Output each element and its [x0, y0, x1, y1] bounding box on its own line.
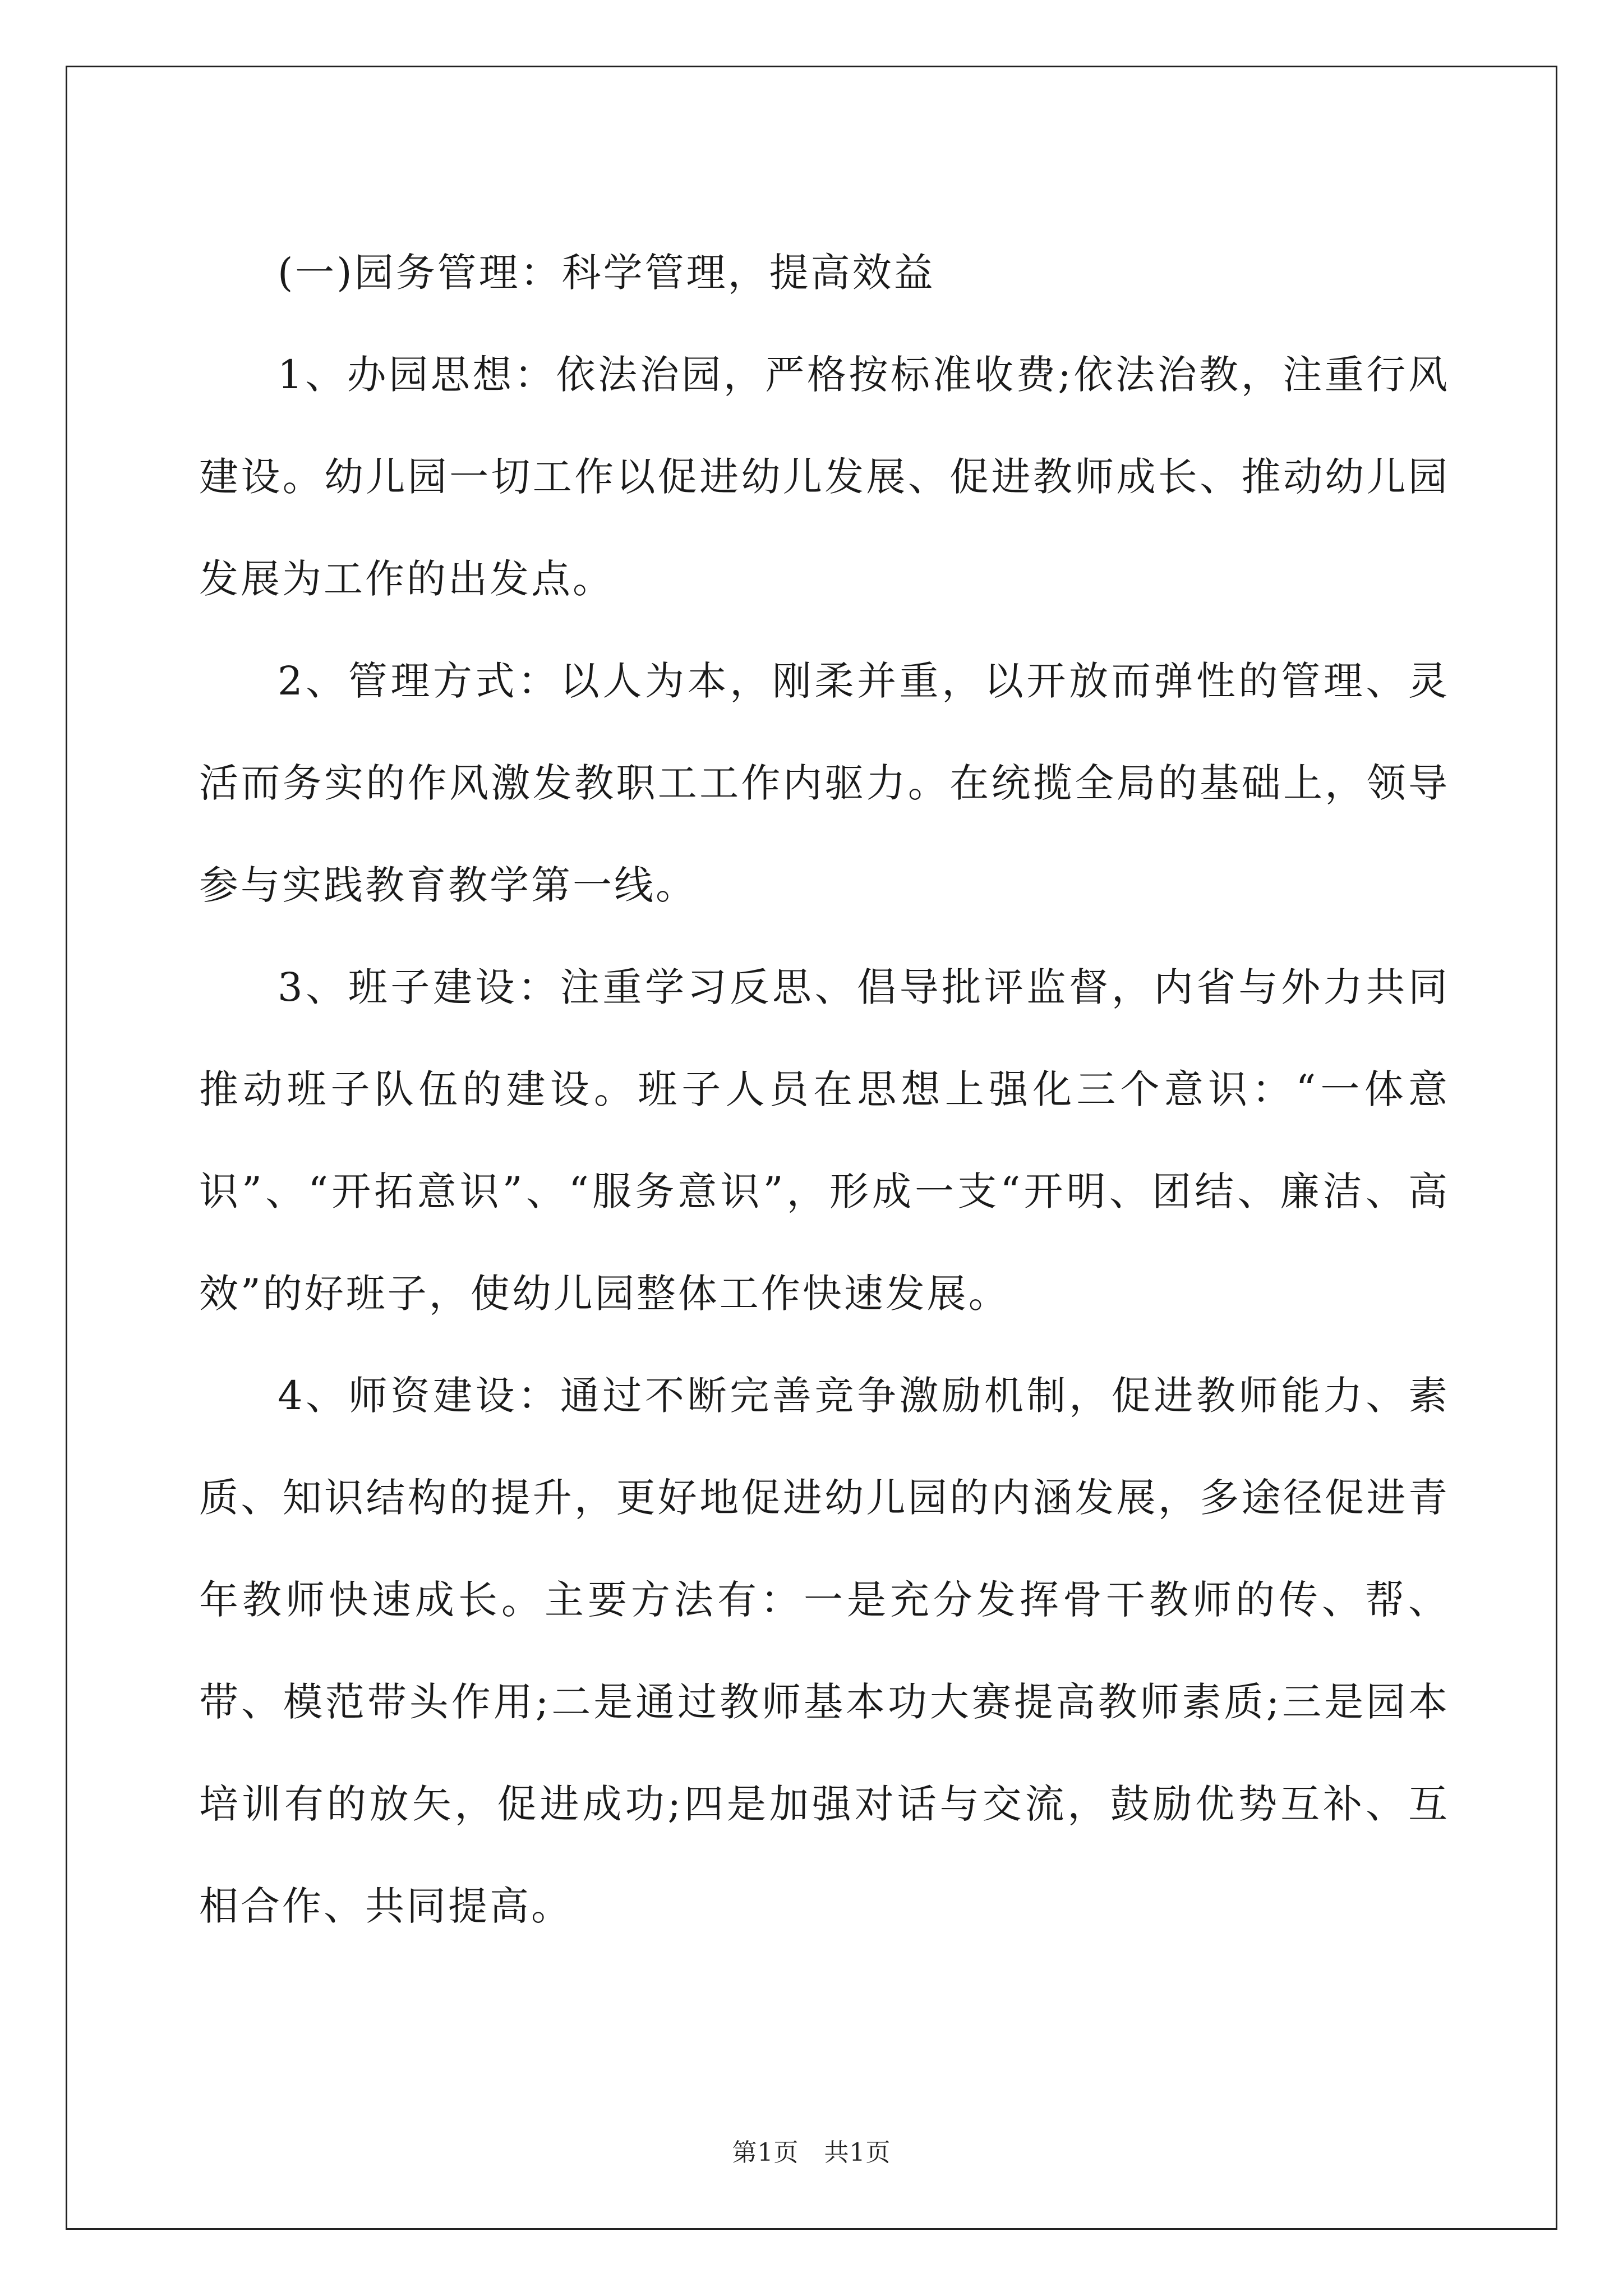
document-body	[199, 222, 1450, 1957]
page-number-footer: 第1页 共1页	[732, 2138, 891, 2167]
paragraph-4: 4、师资建设：通过不断完善竞争激励机制，促进教师能力、素质、知识结构的提升，更好地促进幼儿园的内涵发展，多途径促进青年教师快速成长。主要方法有：一是充分发挥骨干教师的传、帮、带、模范带头作用;二是通过教师基本功大赛提高教师素质;三是园本培训有的放矢，促进成功;四是加强对话与交流，鼓励优势互补、互相合作、共同提高。	[199, 1373, 1450, 1929]
paragraph-2: 2、管理方式：以人为本，刚柔并重，以开放而弹性的管理、灵活而务实的作风激发教职工工作内驱力。在统揽全局的基础上，领导参与实践教育教学第一线。	[199, 658, 1450, 908]
paragraph-1: 1、办园思想：依法治园，严格按标准收费;依法治教，注重行风建设。幼儿园一切工作以促进幼儿发展、促进教师成长、推动幼儿园发展为工作的出发点。	[199, 352, 1450, 602]
paragraph-3: 3、班子建设：注重学习反思、倡导批评监督，内省与外力共同推动班子队伍的建设。班子人员在思想上强化三个意识：“一体意识”、“开拓意识”、“服务意识”，形成一支“开明、团结、廉洁、高效”的好班子，使幼儿园整体工作快速发展。	[199, 964, 1450, 1317]
section-heading: (一)园务管理：科学管理，提高效益	[278, 250, 935, 296]
